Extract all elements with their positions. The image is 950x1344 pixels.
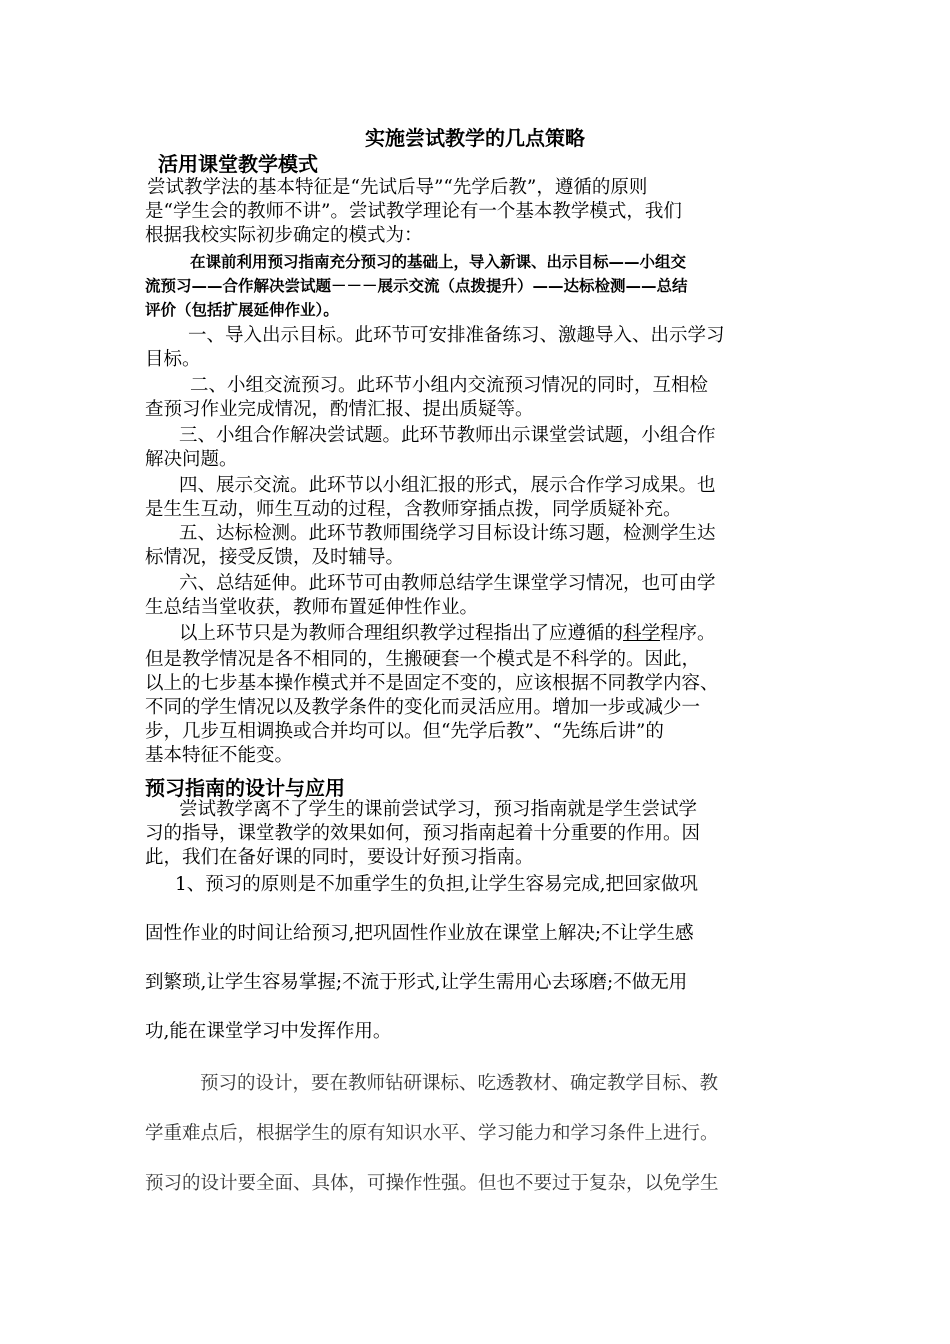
section2-heading: 预习指南的设计与应用 <box>145 776 345 800</box>
conclusion-line: 步，几步互相调换或合并均可以。但“先学后教”、“先练后讲”的 <box>145 721 664 742</box>
step-line: 生总结当堂收获，教师布置延伸性作业。 <box>145 597 479 618</box>
step-line: 是生生互动，师生互动的过程，含教师穿插点拨，同学质疑补充。 <box>145 499 682 520</box>
model-line: 流预习——合作解决尝试题－－－展示交流（点拨提升）——达标检测——总结 <box>145 277 688 295</box>
principle-line: 功,能在课堂学习中发挥作用。 <box>145 1021 392 1042</box>
science-link[interactable]: 科学 <box>623 623 661 644</box>
principle-line: 到繁琐,让学生容易掌握;不流于形式,让学生需用心去琢磨;不做无用 <box>145 972 688 993</box>
document-title: 实施尝试教学的几点策略 <box>365 126 585 150</box>
section1-intro-line: 尝试教学法的基本特征是“先试后导”“先学后教”，遵循的原则 <box>147 177 648 198</box>
conclusion-line: 不同的学生情况以及教学条件的变化而灵活应用。增加一步或减少一 <box>145 697 701 718</box>
principle-line: 1、预习的原则是不加重学生的负担,让学生容易完成,把回家做巩 <box>175 874 699 895</box>
section2-intro-line: 尝试教学离不了学生的课前尝试学习，预习指南就是学生尝试学 <box>179 799 698 820</box>
section1-intro-line: 根据我校实际初步确定的模式为： <box>145 225 423 246</box>
section1-intro-line: 是“学生会的教师不讲”。尝试教学理论有一个基本教学模式，我们 <box>145 201 682 222</box>
model-line: 评价（包括扩展延伸作业）。 <box>145 301 339 319</box>
conclusion-first-line <box>179 622 716 646</box>
step-line: 五、达标检测。此环节教师围绕学习目标设计练习题，检测学生达 <box>179 523 716 544</box>
design-line: 预习的设计要全面、具体，可操作性强。但也不要过于复杂，以免学生 <box>145 1173 719 1194</box>
step-line: 解决问题。 <box>145 449 238 470</box>
model-line: 在课前利用预习指南充分预习的基础上，导入新课、出示目标——小组交 <box>190 253 687 271</box>
step-line: 标情况，接受反馈，及时辅导。 <box>145 547 405 568</box>
conclusion-line: 但是教学情况是各不相同的，生搬硬套一个模式是不科学的。因此， <box>145 649 701 670</box>
step-line: 六、总结延伸。此环节可由教师总结学生课堂学习情况，也可由学 <box>179 573 716 594</box>
step-line: 三、小组合作解决尝试题。此环节教师出示课堂尝试题，小组合作 <box>179 425 716 446</box>
section2-intro-line: 习的指导，课堂教学的效果如何，预习指南起着十分重要的作用。因 <box>145 823 701 844</box>
step-line: 二、小组交流预习。此环节小组内交流预习情况的同时，互相检 <box>190 375 709 396</box>
principle-line: 固性作业的时间让给预习,把巩固性作业放在课堂上解决;不让学生感 <box>145 923 694 944</box>
conclusion-line: 以上的七步基本操作模式并不是固定不变的，应该根据不同教学内容、 <box>145 673 719 694</box>
step-line: 目标。 <box>145 349 201 370</box>
design-line: 预习的设计，要在教师钻研课标、吃透教材、确定教学目标、教 <box>200 1073 719 1094</box>
step-line: 一、导入出示目标。此环节可安排准备练习、激趣导入、出示学习 <box>188 325 725 346</box>
conclusion-text: 程序。 <box>660 623 716 644</box>
section1-heading: 活用课堂教学模式 <box>158 152 318 176</box>
design-line: 学重难点后，根据学生的原有知识水平、学习能力和学习条件上进行。 <box>145 1123 719 1144</box>
conclusion-text: 以上环节只是为教师合理组织教学过程指出了应遵循的 <box>179 623 624 644</box>
section2-intro-line: 此，我们在备好课的同时，要设计好预习指南。 <box>145 847 534 868</box>
step-line: 查预习作业完成情况，酌情汇报、提出质疑等。 <box>145 399 534 420</box>
step-line: 四、展示交流。此环节以小组汇报的形式，展示合作学习成果。也 <box>179 475 716 496</box>
conclusion-line: 基本特征不能变。 <box>145 745 294 766</box>
